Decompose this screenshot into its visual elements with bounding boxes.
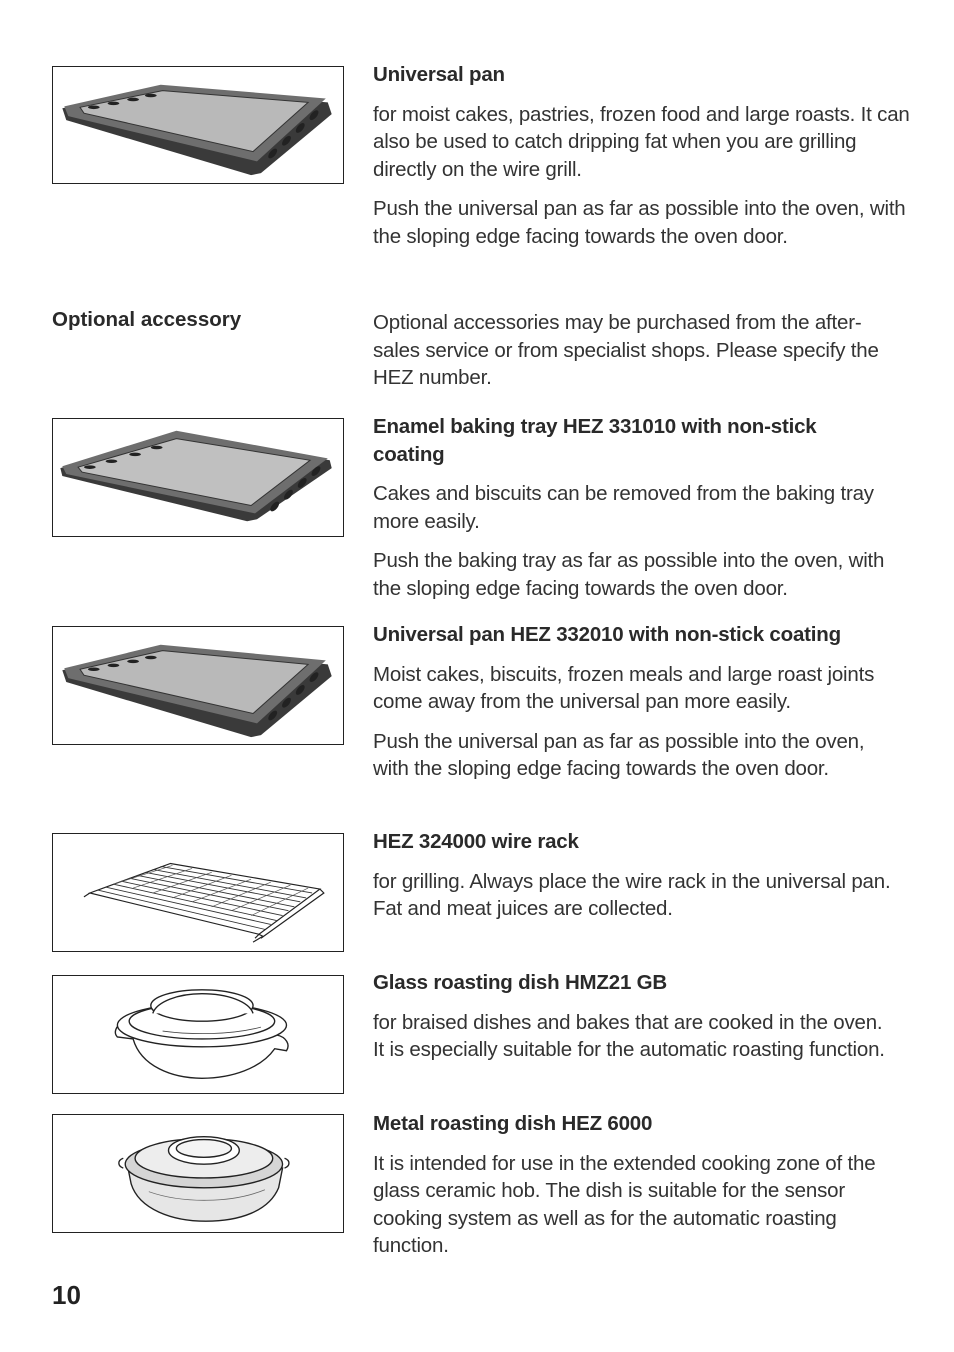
universal-pan-nonstick-section (373, 621, 913, 783)
section-paragraph: Push the baking tray as far as possible into the oven, with the sloping edge facing towards the oven door. (373, 549, 885, 600)
universal-pan-figure (52, 66, 344, 184)
section-paragraph: Push the universal pan as far as possible into the oven, with the sloping edge facing towards the oven door. (373, 729, 865, 780)
baking-tray-illustration (53, 419, 343, 536)
baking-pan-illustration (53, 627, 343, 744)
baking-pan-illustration (53, 67, 343, 183)
section-paragraph: Push the universal pan as far as possible into the oven, with the sloping edge facing towards the oven door. (373, 197, 906, 248)
section-paragraph: for braised dishes and bakes that are cooked in the oven. It is especially suitable for the automatic roasting function. (373, 1010, 885, 1061)
section-title: Glass roasting dish HMZ21 GB (373, 971, 667, 994)
universal-pan-section (373, 61, 913, 250)
section-paragraph: Moist cakes, biscuits, frozen meals and large roast joints come away from the universal pan more easily. (373, 662, 875, 713)
enamel-baking-tray-section (373, 413, 913, 602)
glass-roasting-dish-section (373, 969, 913, 1064)
section-title: Universal pan (373, 63, 505, 86)
wire-rack-figure (52, 833, 344, 952)
optional-accessory-label: Optional accessory (52, 308, 242, 331)
section-title: Universal pan HEZ 332010 with non-stick coating (373, 623, 841, 646)
metal-roasting-dish-section (373, 1110, 913, 1260)
enamel-baking-tray-figure (52, 418, 344, 537)
optional-accessory-text: Optional accessories may be purchased from the after-sales service or from specialist shops. Please specify the HEZ number. (373, 311, 879, 389)
wire-rack-section (373, 828, 913, 923)
page-number: 10 (52, 1280, 81, 1310)
section-title: Enamel baking tray HEZ 331010 with non-stick coating (373, 415, 817, 466)
section-title: HEZ 324000 wire rack (373, 830, 579, 853)
section-paragraph: for grilling. Always place the wire rack in the universal pan. Fat and meat juices are collected. (373, 869, 891, 920)
glass-roasting-dish-figure (52, 975, 344, 1094)
metal-dish-illustration (53, 1115, 343, 1232)
section-paragraph: for moist cakes, pastries, frozen food and large roasts. It can also be used to catch dripping fat when you are grilling directly on the wire grill. (373, 102, 910, 181)
glass-dish-illustration (53, 976, 343, 1093)
section-title: Metal roasting dish HEZ 6000 (373, 1112, 653, 1135)
wire-rack-illustration (53, 834, 343, 951)
section-paragraph: It is intended for use in the extended cooking zone of the glass ceramic hob. The dish is suitable for the sensor cooking system as well as for the automatic roasting function. (373, 1151, 876, 1257)
section-paragraph: Cakes and biscuits can be removed from the baking tray more easily. (373, 482, 874, 533)
metal-roasting-dish-figure (52, 1114, 344, 1233)
universal-pan-nonstick-figure (52, 626, 344, 745)
